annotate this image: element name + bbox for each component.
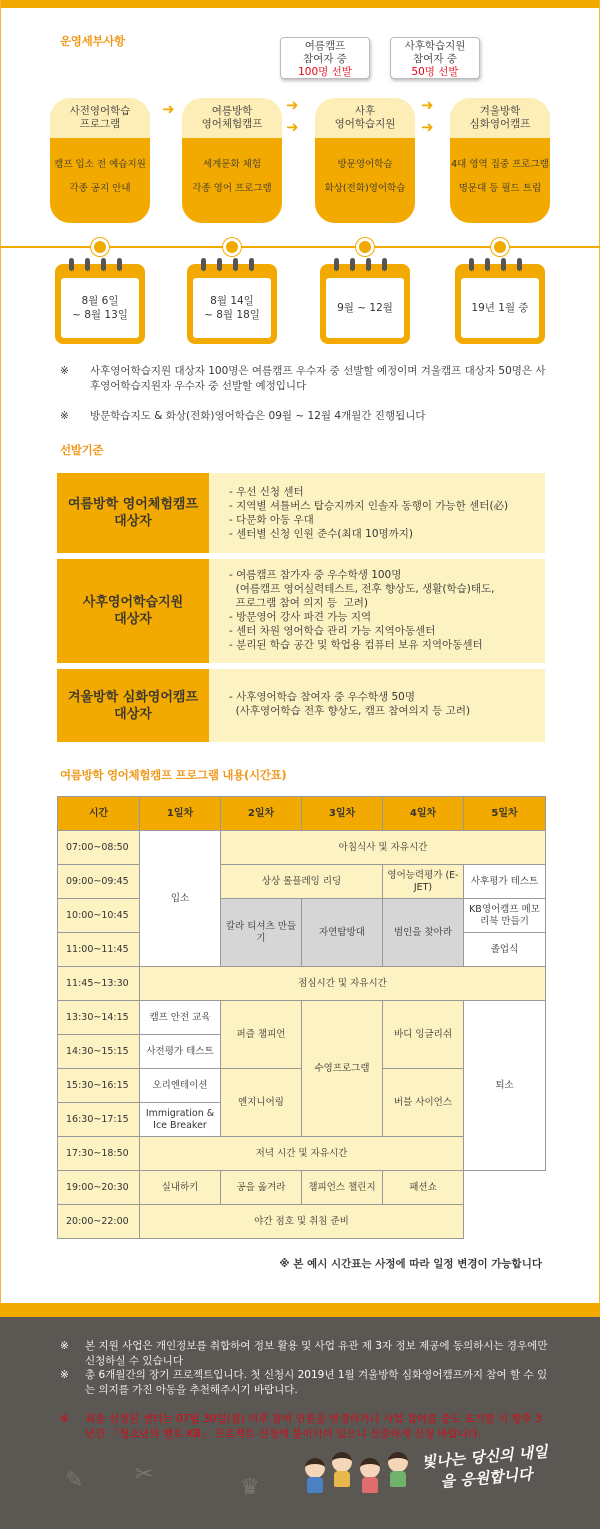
calendar-page	[326, 278, 404, 338]
table-row	[58, 1001, 546, 1035]
column-header: 4일차	[383, 797, 464, 831]
stage-desc: 화상(전화)영어학습	[324, 183, 406, 194]
time-cell: 09:00~09:45	[58, 865, 140, 899]
timeline-dot	[491, 238, 509, 256]
badge-highlight: 100명 선발	[298, 66, 352, 78]
section-title-selection: 선발기준	[60, 443, 104, 457]
activity-cell: KB영어캠프 메모리북 만들기	[464, 899, 546, 933]
table-header-row	[58, 797, 546, 831]
arrow-right-icon: ➜	[421, 118, 434, 136]
stage-header	[315, 98, 415, 138]
stage-desc: 캠프 입소 전 예습지원	[54, 159, 146, 170]
time-cell: 16:30~17:15	[58, 1103, 140, 1137]
criteria-row-summer	[57, 473, 545, 553]
note-text: 사후영어학습지원 대상자 100명은 여름캠프 우수자 중 선발할 예정이며 겨울캠프 대상자 50명은 사후영어학습지원자 우수자 중 선발할 예정입니다	[90, 365, 546, 392]
activity-cell: 아침식사 및 자유시간	[221, 831, 546, 865]
stage-title: 겨울방학	[479, 105, 521, 117]
criteria-head-line: 사후영어학습지원	[82, 595, 184, 610]
note-item	[60, 409, 550, 424]
footer-stripe	[0, 1303, 600, 1317]
stage-desc: 명문대 등 필드 트립	[458, 183, 542, 194]
criteria-head-line: 대상자	[114, 612, 152, 627]
stage-desc: 방문영어학습	[337, 159, 393, 170]
arrow-right-icon: ➜	[421, 96, 434, 114]
stage-desc: 세계문화 체험	[202, 159, 262, 170]
badge-line: 여름캠프	[304, 40, 346, 52]
stage-title: 심화영어캠프	[469, 118, 531, 130]
schedule-disclaimer: ※ 본 예시 시간표는 사정에 따라 일정 변경이 가능합니다	[279, 1258, 542, 1270]
stage-body	[182, 138, 282, 223]
stage-title: 영어체험캠프	[201, 118, 263, 130]
timeline-dot	[91, 238, 109, 256]
note-text: 총 6개월간의 장기 프로젝트입니다. 첫 신청시 2019년 1월 겨울방학 심화영어캠프까지 참여 할 수 있는 의지를 가진 아동을 추천해주시기 바랍니다.	[85, 1369, 548, 1396]
calendar-page	[193, 278, 271, 338]
criteria-head-line: 겨울방학 심화영어캠프	[67, 689, 199, 705]
stage-title: 여름방학	[211, 105, 253, 117]
table-row	[58, 831, 546, 865]
date-text: ~ 8월 13일	[72, 309, 128, 321]
criteria-head-line: 대상자	[114, 514, 152, 529]
note-item	[60, 364, 550, 394]
activity-cell: 점심시간 및 자유시간	[140, 967, 546, 1001]
stage-title: 영어학습지원	[334, 118, 396, 130]
criteria-head-line: 여름방학 영어체험캠프	[67, 497, 199, 512]
activity-cell: 상상 롤플레잉 리딩	[221, 865, 383, 899]
table-row	[58, 899, 546, 933]
activity-cell: 사후평가 테스트	[464, 865, 546, 899]
time-cell: 17:30~18:50	[58, 1137, 140, 1171]
badge-line: 참여자 중	[413, 53, 457, 65]
note-mark: ※	[60, 365, 69, 377]
activity-cell: 캠프 안전 교육	[140, 1001, 221, 1035]
calendar-icon	[55, 264, 145, 344]
stage-desc: 각종 영어 프로그램	[192, 183, 272, 194]
criteria-row-winter	[57, 669, 545, 742]
activity-cell: 바디 잉글리쉬	[383, 1001, 464, 1069]
time-cell: 20:00~22:00	[58, 1205, 140, 1239]
stage-header	[50, 98, 150, 138]
date-text: ~ 8월 18일	[204, 309, 260, 321]
activity-cell: Immigration & Ice Breaker	[140, 1103, 221, 1137]
section-title-schedule: 여름방학 영어체험캠프 프로그램 내용(시간표)	[60, 768, 287, 782]
criteria-list: - 여름캠프 참가자 중 우수학생 100명 (여름캠프 영어실력테스트, 전후 향상도, 생활(학습)태도, 프로그램 참여 의지 등 고려) - 방문영어 강사 파견 가능 지역 - 센터 차원 영어학습 관리 가능 지역아동센터 - 분리된 학습 공간 및 학업용 컴퓨터 보유 지역아동센터	[229, 569, 495, 651]
table-row	[58, 865, 546, 899]
child-illustration-icon	[303, 1458, 327, 1494]
time-cell: 10:00~10:45	[58, 899, 140, 933]
activity-cell: 저녁 시간 및 자유시간	[140, 1137, 464, 1171]
badge-followup-selection	[390, 37, 480, 79]
arrow-right-icon: ➜	[286, 96, 299, 114]
activity-cell: 패션쇼	[383, 1171, 464, 1205]
activity-cell: 엔지니어링	[221, 1069, 302, 1137]
child-illustration-icon	[330, 1452, 354, 1488]
table-row	[58, 967, 546, 1001]
calendar-icon	[455, 264, 545, 344]
time-cell: 11:45~13:30	[58, 967, 140, 1001]
column-header: 1일차	[140, 797, 221, 831]
column-header: 시간	[58, 797, 140, 831]
timeline-dot	[356, 238, 374, 256]
date-text: 19년 1월 중	[471, 302, 529, 314]
activity-cell: 수영프로그램	[302, 1001, 383, 1137]
activity-cell: 입소	[140, 831, 221, 967]
calendar-icon	[187, 264, 277, 344]
stage-title: 사전영어학습	[69, 105, 131, 117]
time-cell: 11:00~11:45	[58, 933, 140, 967]
note-text: 본 지원 사업은 개인정보를 취합하여 정보 활용 및 사업 유관 제 3자 정보 제공에 동의하시는 경우에만 신청하실 수 있습니다	[85, 1340, 548, 1367]
note-mark: ※	[60, 1369, 69, 1381]
activity-cell: 실내하키	[140, 1171, 221, 1205]
calendar-page	[461, 278, 539, 338]
criteria-list: - 사후영어학습 참여자 중 우수학생 50명 (사후영어학습 전후 향상도, 캠프 참여의지 등 고려)	[229, 691, 471, 717]
activity-cell: 버블 사이언스	[383, 1069, 464, 1137]
activity-cell: 공을 옮겨라	[221, 1171, 302, 1205]
timeline-dot	[223, 238, 241, 256]
footer-note	[60, 1339, 550, 1369]
time-cell: 13:30~14:15	[58, 1001, 140, 1035]
arrow-right-icon: ➜	[286, 118, 299, 136]
calendar-page	[61, 278, 139, 338]
criteria-head-line: 대상자	[114, 706, 152, 722]
arrow-right-icon: ➜	[162, 100, 175, 118]
stage-header	[450, 98, 550, 138]
date-text: 9월 ~ 12월	[337, 302, 393, 314]
badge-line: 참여자 중	[303, 53, 347, 65]
activity-cell: 퍼즐 챔피언	[221, 1001, 302, 1069]
section-title-operation: 운영세부사항	[60, 34, 125, 48]
child-illustration-icon	[386, 1452, 410, 1488]
badge-highlight: 50명 선발	[411, 66, 459, 78]
note-mark: ※	[60, 410, 69, 422]
column-header: 2일차	[221, 797, 302, 831]
timeline-line	[0, 246, 600, 248]
stage-body	[450, 138, 550, 223]
date-text: 8월 6일	[81, 295, 119, 307]
criteria-head	[57, 473, 209, 553]
criteria-head	[57, 669, 209, 742]
note-mark: ※	[60, 1413, 69, 1425]
stage-header	[182, 98, 282, 138]
scissors-doodle-icon: ✂	[135, 1462, 154, 1487]
footer-note	[60, 1368, 550, 1398]
activity-cell: 야간 점호 및 취침 준비	[140, 1205, 464, 1239]
stage-title: 프로그램	[79, 118, 121, 130]
badge-summer-selection	[280, 37, 370, 79]
note-text: 최종 선정된 센터는 07월 30일(월) 이후 참여 인원을 변경하거나 사업 참여를 중도 포기할 시 향후 3년간 「청소년의 멘토 KB」 프로젝트 신청에 불이익이 있으니 신중하게 신청 바랍니다.	[85, 1413, 542, 1440]
time-cell: 15:30~16:15	[58, 1069, 140, 1103]
table-row	[58, 1205, 546, 1239]
date-text: 8월 14일	[210, 295, 254, 307]
empty-cell	[464, 1171, 546, 1205]
stage-desc: 각종 공지 안내	[69, 183, 131, 194]
activity-cell: 범인을 찾아라	[383, 899, 464, 967]
table-row	[58, 1171, 546, 1205]
activity-cell: 자연탐방대	[302, 899, 383, 967]
activity-cell: 졸업식	[464, 933, 546, 967]
activity-cell: 오리엔테이션	[140, 1069, 221, 1103]
note-text: 방문학습지도 & 화상(전화)영어학습은 09월 ~ 12월 4개월간 진행됩니다	[90, 410, 426, 422]
criteria-row-followup	[57, 559, 545, 663]
time-cell: 07:00~08:50	[58, 831, 140, 865]
slogan-text: 빛나는 당신의 내일을 응원합니다	[420, 1442, 549, 1491]
time-cell: 14:30~15:15	[58, 1035, 140, 1069]
criteria-list: - 우선 신청 센터 - 지역별 셔틀버스 탑승지까지 인솔자 동행이 가능한 센터(必) - 다문화 아동 우대 - 센터별 신청 인원 준수(최대 10명까지)	[229, 486, 509, 540]
activity-cell: 영어능력평가 (E-JET)	[383, 865, 464, 899]
empty-cell	[464, 1205, 546, 1239]
badge-line: 사후학습지원	[404, 40, 466, 52]
activity-cell: 퇴소	[464, 1001, 546, 1171]
activity-cell: 칼라 티셔츠 만들기	[221, 899, 302, 967]
child-illustration-icon	[358, 1458, 382, 1494]
trophy-doodle-icon: ♛	[240, 1475, 260, 1500]
stage-desc: 4대 영역 집중 프로그램	[451, 159, 549, 170]
footer-warning	[60, 1412, 550, 1442]
time-cell: 19:00~20:30	[58, 1171, 140, 1205]
column-header: 5일차	[464, 797, 546, 831]
note-mark: ※	[60, 1340, 69, 1352]
column-header: 3일차	[302, 797, 383, 831]
stage-body	[315, 138, 415, 223]
stage-title: 사후	[354, 105, 376, 117]
schedule-table	[57, 796, 546, 1239]
activity-cell: 챔피언스 챌린지	[302, 1171, 383, 1205]
calendar-icon	[320, 264, 410, 344]
criteria-head	[57, 559, 209, 663]
activity-cell: 사전평가 테스트	[140, 1035, 221, 1069]
pencil-doodle-icon: ✎	[65, 1468, 84, 1493]
stage-body	[50, 138, 150, 223]
